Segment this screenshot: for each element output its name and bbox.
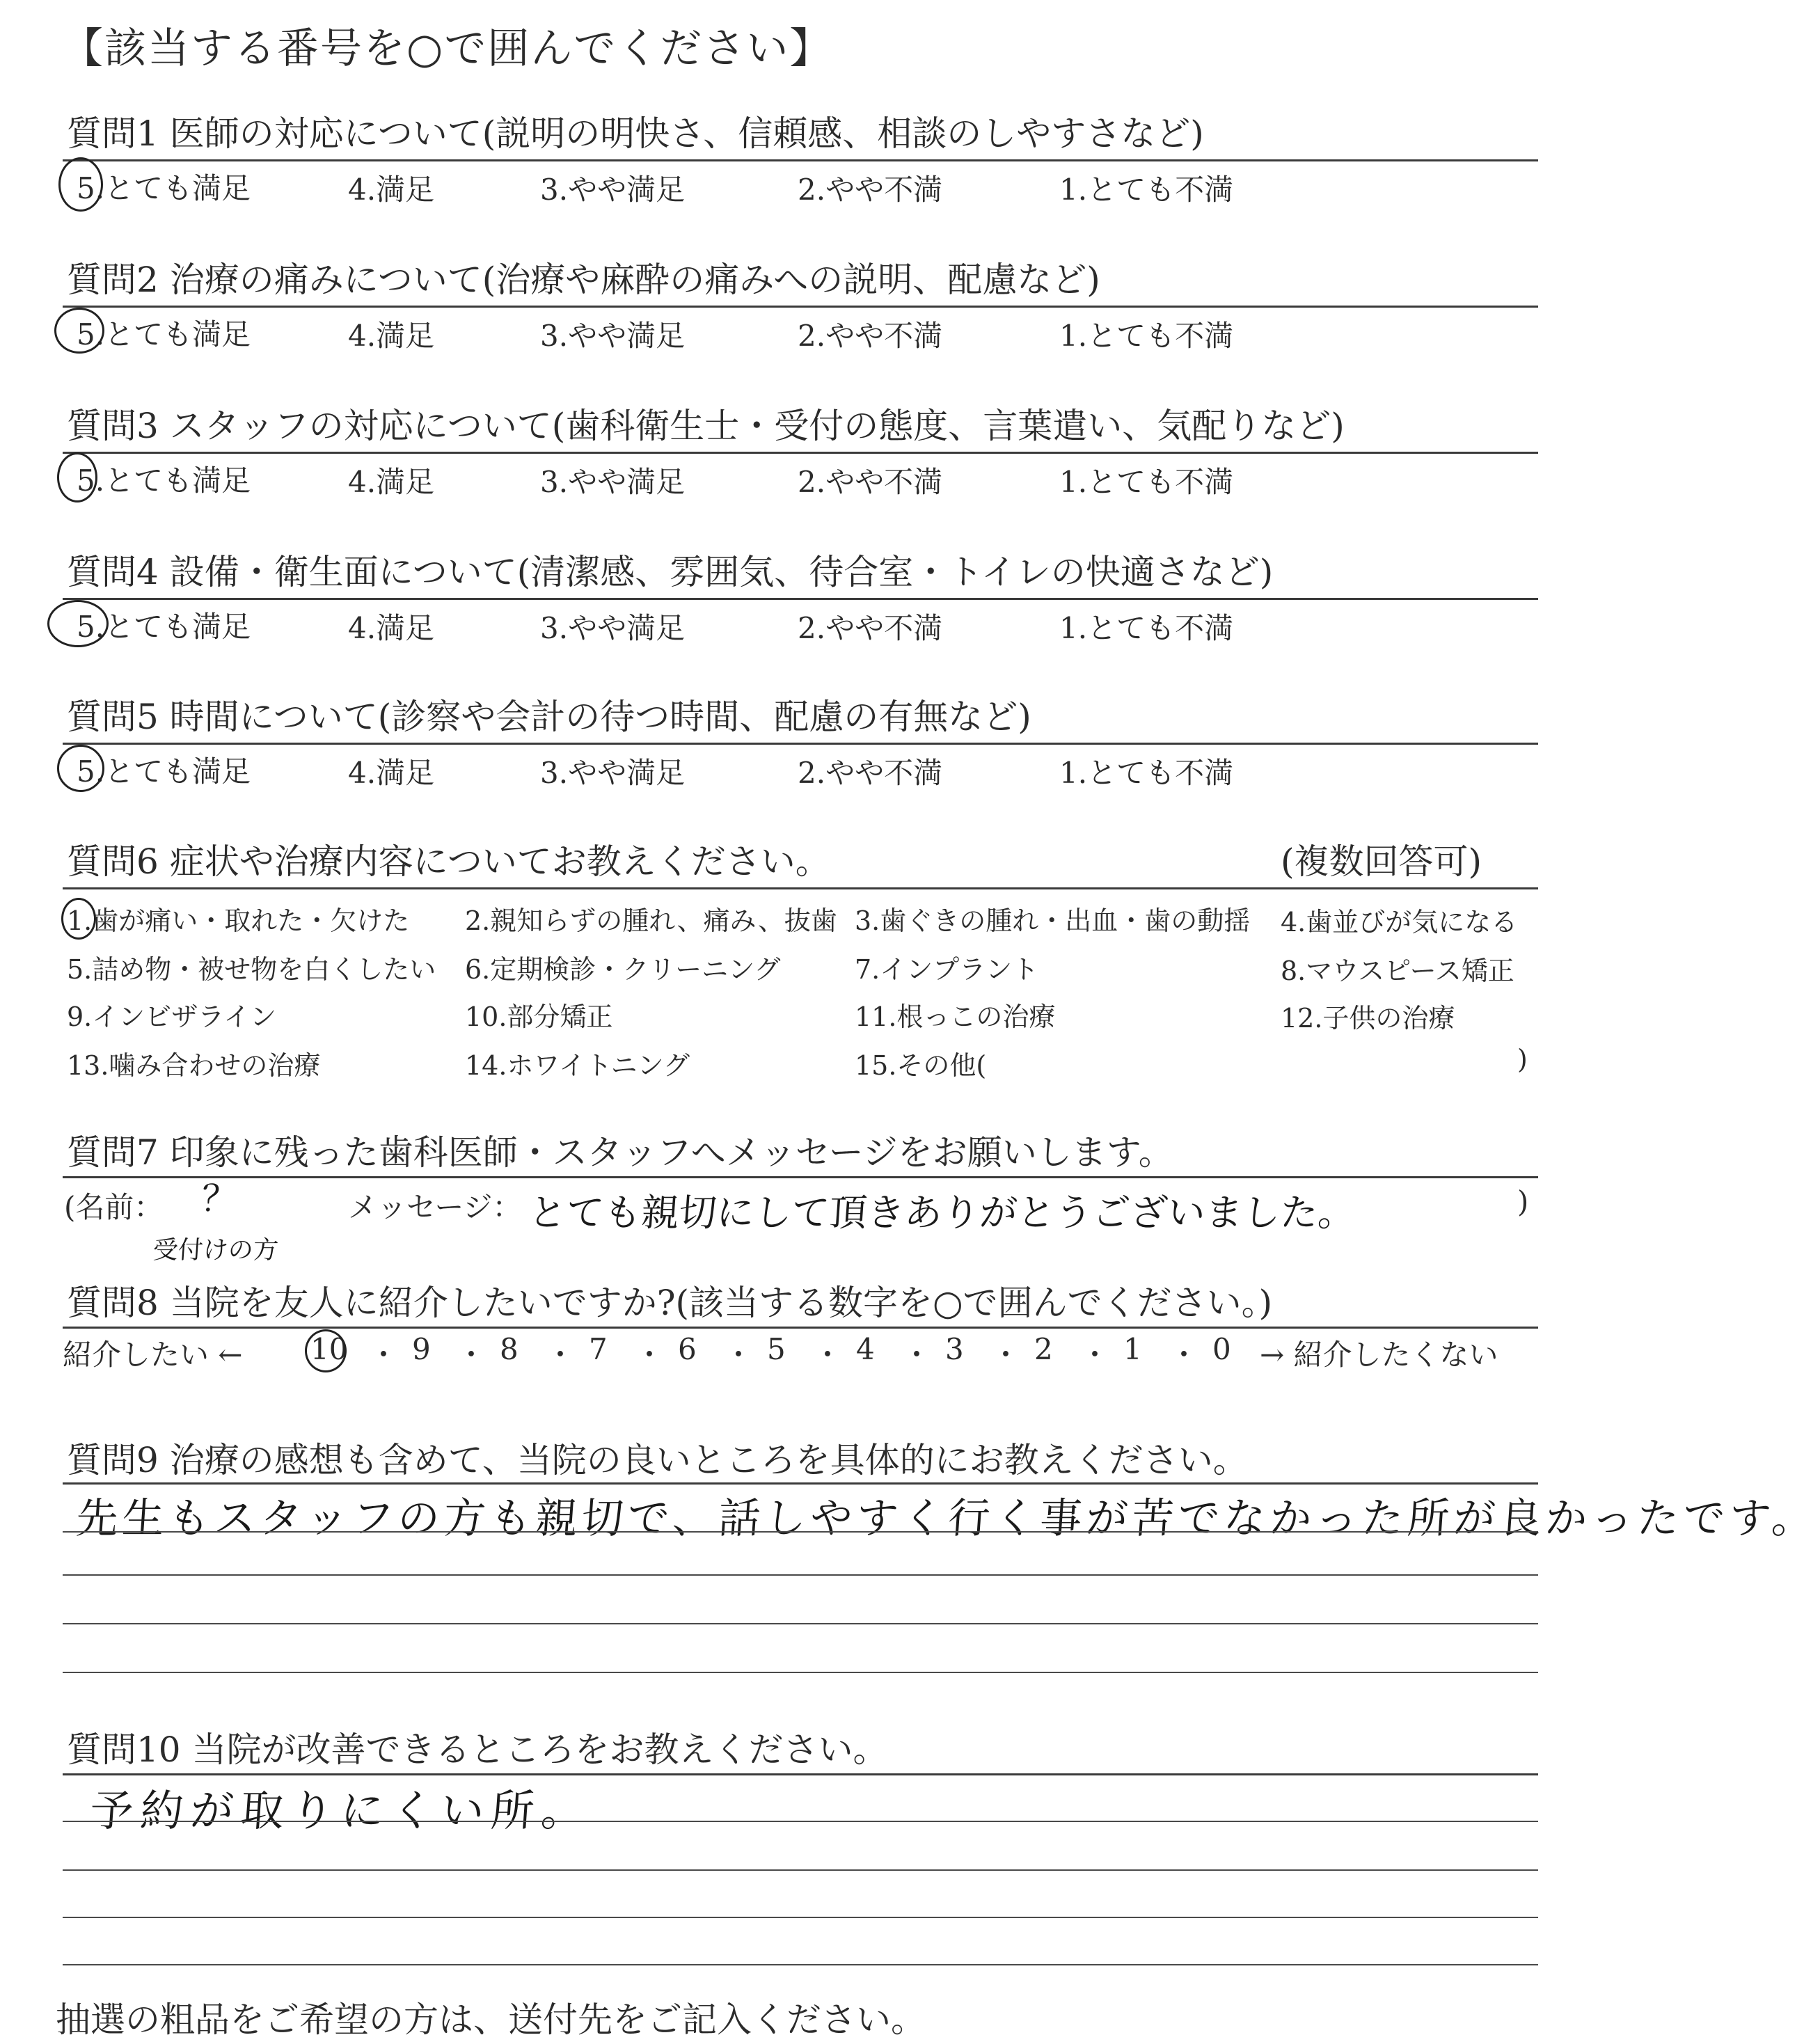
name-value[interactable]: ？ <box>200 1178 239 1220</box>
option-3[interactable]: 3.やや満足 <box>540 611 686 645</box>
q6-option-7[interactable]: 7.インプラント <box>855 954 1039 985</box>
answer-line <box>63 1531 1538 1533</box>
scale-6[interactable]: 6 <box>678 1332 697 1366</box>
answer-line <box>63 1672 1538 1673</box>
answer-line <box>63 1917 1538 1918</box>
q6-option-10[interactable]: 10.部分矯正 <box>465 1002 613 1032</box>
divider <box>63 1327 1538 1329</box>
scale-dot: ・ <box>457 1338 486 1372</box>
q10-answer[interactable]: 予約が取りにくい所。 <box>88 1785 594 1836</box>
option-1[interactable]: 1.とても不満 <box>1059 173 1234 207</box>
message-value[interactable]: とても親切にして頂きありがとうございました。 <box>527 1191 1357 1235</box>
selected-circle <box>57 745 104 792</box>
q6-option-15[interactable]: 15.その他( <box>855 1050 987 1081</box>
question-title: 質問6 症状や治療内容についてお教えください。 <box>67 841 830 882</box>
question-title: 質問1 医師の対応について(説明の明快さ、信頼感、相談のしやすさなど) <box>67 113 1204 154</box>
recommend-right-label: → 紹介したくない <box>1260 1338 1498 1372</box>
scale-dot: ・ <box>991 1338 1021 1372</box>
q6-option-2[interactable]: 2.親知らずの腫れ、痛み、抜歯 <box>465 905 837 936</box>
scale-7[interactable]: 7 <box>589 1332 608 1366</box>
q6-option-11[interactable]: 11.根っこの治療 <box>855 1002 1056 1032</box>
question-title: 質問7 印象に残った歯科医師・スタッフへメッセージをお願いします。 <box>67 1132 1173 1173</box>
divider <box>63 159 1538 161</box>
name-label: (名前： <box>64 1190 164 1224</box>
option-1[interactable]: 1.とても不満 <box>1059 465 1234 499</box>
divider <box>63 306 1538 308</box>
scale-dot: ・ <box>902 1338 932 1372</box>
scale-dot: ・ <box>1080 1338 1110 1372</box>
selected-circle <box>54 308 104 354</box>
scale-10[interactable]: 10 <box>310 1332 348 1366</box>
message-label: メッセージ： <box>348 1190 522 1224</box>
option-4[interactable]: 4.満足 <box>348 173 435 207</box>
option-4[interactable]: 4.満足 <box>348 756 435 790</box>
answer-line <box>63 1869 1538 1871</box>
option-5[interactable]: 5.とても満足 <box>77 171 251 205</box>
q6-option-13[interactable]: 13.噛み合わせの治療 <box>67 1050 321 1081</box>
scale-5[interactable]: 5 <box>767 1332 786 1366</box>
selected-circle <box>47 600 109 647</box>
option-2[interactable]: 2.やや不満 <box>798 319 943 353</box>
option-5[interactable]: 5.とても満足 <box>77 317 251 351</box>
q6-option-3[interactable]: 3.歯ぐきの腫れ・出血・歯の動揺 <box>855 905 1251 936</box>
q6-option-8[interactable]: 8.マウスピース矯正 <box>1281 956 1514 986</box>
option-4[interactable]: 4.満足 <box>348 465 435 499</box>
question-title: 質問2 治療の痛みについて(治療や麻酔の痛みへの説明、配慮など) <box>67 260 1100 300</box>
divider <box>63 1176 1538 1178</box>
scale-dot: ・ <box>1169 1338 1199 1372</box>
recommend-left-label: 紹介したい ← <box>63 1338 243 1372</box>
scale-dot: ・ <box>724 1338 754 1372</box>
question-title: 質問8 当院を友人に紹介したいですか?(該当する数字を○で囲んでください。) <box>67 1283 1273 1323</box>
scale-2[interactable]: 2 <box>1034 1332 1053 1366</box>
q9-answer[interactable]: 先生もスタッフの方も親切で、話しやすく行く事が苦でなかった所が良かったです。 <box>74 1494 1820 1543</box>
scale-dot: ・ <box>369 1338 399 1372</box>
q6-option-9[interactable]: 9.インビザライン <box>67 1002 277 1032</box>
divider <box>63 1482 1538 1485</box>
divider <box>63 743 1538 745</box>
option-5[interactable]: 5.とても満足 <box>77 754 251 789</box>
answer-line <box>63 1623 1538 1624</box>
selected-circle <box>61 898 96 940</box>
question-title: 質問4 設備・衛生面について(清潔感、雰囲気、待合室・トイレの快適さなど) <box>67 552 1274 592</box>
name-note: 受付けの方 <box>152 1236 280 1265</box>
scale-3[interactable]: 3 <box>945 1332 964 1366</box>
scale-9[interactable]: 9 <box>412 1332 431 1366</box>
message-close-paren: ) <box>1517 1185 1529 1219</box>
question-title: 質問5 時間について(診察や会計の待つ時間、配慮の有無など) <box>67 697 1031 737</box>
divider <box>63 887 1538 889</box>
option-2[interactable]: 2.やや不満 <box>798 173 943 207</box>
option-1[interactable]: 1.とても不満 <box>1059 756 1234 790</box>
option-3[interactable]: 3.やや満足 <box>540 173 686 207</box>
question-title: 質問9 治療の感想も含めて、当院の良いところを具体的にお教えください。 <box>67 1440 1248 1480</box>
scale-dot: ・ <box>635 1338 665 1372</box>
answer-line <box>63 1574 1538 1576</box>
option-1[interactable]: 1.とても不満 <box>1059 611 1234 645</box>
option-2[interactable]: 2.やや不満 <box>798 465 943 499</box>
option-1[interactable]: 1.とても不満 <box>1059 319 1234 353</box>
scale-dot: ・ <box>546 1338 576 1372</box>
multi-answer-note: (複数回答可) <box>1281 841 1482 882</box>
scale-dot: ・ <box>813 1338 843 1372</box>
scale-0[interactable]: 0 <box>1212 1332 1231 1366</box>
answer-line <box>63 1964 1538 1965</box>
q6-option-1[interactable]: 1.歯が痛い・取れた・欠けた <box>67 905 410 936</box>
footer-text: 抽選の粗品をご希望の方は、送付先をご記入ください。 <box>56 2000 926 2040</box>
option-2[interactable]: 2.やや不満 <box>798 756 943 790</box>
option-3[interactable]: 3.やや満足 <box>540 319 686 353</box>
q6-option-5[interactable]: 5.詰め物・被せ物を白くしたい <box>67 954 436 985</box>
scale-1[interactable]: 1 <box>1123 1332 1142 1366</box>
selected-circle <box>305 1329 347 1372</box>
q6-option-6[interactable]: 6.定期検診・クリーニング <box>465 954 781 985</box>
page-title: 【該当する番号を○で囲んでください】 <box>61 24 833 73</box>
divider <box>63 452 1538 454</box>
question-title: 質問10 当院が改善できるところをお教えください。 <box>67 1730 888 1770</box>
option-4[interactable]: 4.満足 <box>348 319 435 353</box>
divider <box>63 598 1538 600</box>
option-4[interactable]: 4.満足 <box>348 611 435 645</box>
q6-option-14[interactable]: 14.ホワイトニング <box>465 1050 690 1081</box>
q6-other-close-paren: ) <box>1517 1044 1528 1075</box>
question-title: 質問3 スタッフの対応について(歯科衛生士・受付の態度、言葉遣い、気配りなど) <box>67 406 1345 446</box>
option-2[interactable]: 2.やや不満 <box>798 611 943 645</box>
option-5[interactable]: 5.とても満足 <box>77 464 251 498</box>
selected-circle <box>58 157 103 212</box>
q6-option-12[interactable]: 12.子供の治療 <box>1281 1003 1455 1034</box>
option-3[interactable]: 3.やや満足 <box>540 465 686 499</box>
selected-circle <box>57 452 97 502</box>
divider <box>63 1773 1538 1775</box>
scale-8[interactable]: 8 <box>500 1332 519 1366</box>
q6-option-4[interactable]: 4.歯並びが気になる <box>1281 907 1518 937</box>
option-5[interactable]: 5.とても満足 <box>77 610 251 644</box>
scale-4[interactable]: 4 <box>856 1332 875 1366</box>
option-3[interactable]: 3.やや満足 <box>540 756 686 790</box>
answer-line <box>63 1821 1538 1822</box>
